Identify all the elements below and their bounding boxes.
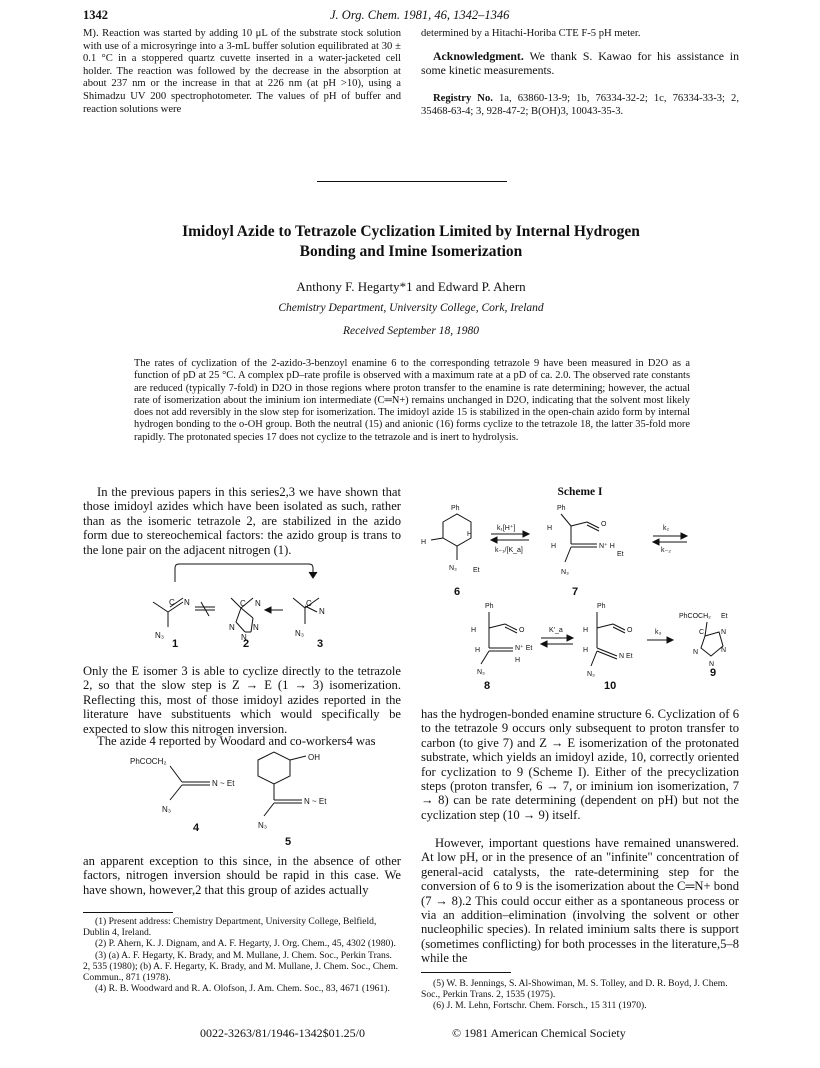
svg-text:N₃: N₃ xyxy=(258,821,268,830)
svg-text:C: C xyxy=(306,599,312,608)
acknowledgment xyxy=(421,49,739,77)
svg-text:Et: Et xyxy=(721,613,728,620)
svg-text:O: O xyxy=(601,521,607,528)
svg-text:N₃: N₃ xyxy=(587,671,595,678)
svg-text:N Et: N Et xyxy=(619,653,633,660)
authors: Anthony F. Hegarty*1 and Edward P. Ahern xyxy=(296,279,526,294)
registry-numbers xyxy=(421,93,739,118)
svg-text:Ph: Ph xyxy=(485,603,494,610)
svg-text:H: H xyxy=(515,657,521,664)
svg-text:PhCOCH₂: PhCOCH₂ xyxy=(679,613,711,620)
running-header: J. Org. Chem. 1981, 46, 1342–1346 xyxy=(330,8,510,22)
svg-text:O: O xyxy=(627,627,633,634)
svg-text:k₋₁/[K_a]: k₋₁/[K_a] xyxy=(495,547,523,554)
svg-text:PhCOCH₂: PhCOCH₂ xyxy=(130,757,167,766)
svg-text:k₃: k₃ xyxy=(655,629,662,636)
svg-text:O: O xyxy=(519,627,525,634)
page-number: 1342 xyxy=(83,8,108,22)
left-paragraph-3: The azide 4 reported by Woodard and co-workers4 was xyxy=(97,734,376,748)
footnote-4: (4) R. B. Woodward and R. A. Olofson, J. Am. Chem. Soc., 83, 4671 (1961). xyxy=(95,983,390,995)
svg-text:H: H xyxy=(583,627,589,634)
right-footnotes xyxy=(421,978,739,1012)
svg-text:N: N xyxy=(184,598,190,607)
footnote-2: (2) P. Ahern, K. J. Dignam, and A. F. Hegarty, J. Org. Chem., 45, 4302 (1980). xyxy=(95,938,396,950)
svg-text:k₂: k₂ xyxy=(663,525,670,532)
title-line-1: Imidoyl Azide to Tetrazole Cyclization Limited by Internal Hydrogen xyxy=(182,223,640,240)
svg-text:H: H xyxy=(547,525,553,532)
label-8: 8 xyxy=(484,680,491,692)
section-divider xyxy=(317,181,507,182)
svg-text:N ~ Et: N ~ Et xyxy=(212,779,235,788)
svg-text:N⁺ H: N⁺ H xyxy=(599,543,615,550)
registry-text: 1a, 63860-13-9; 1b, 76334-32-2; 1c, 76334-33-3; 2, 35468-63-4; 3, 928-47-2; B(OH)3, 10043-35-3. xyxy=(421,93,739,117)
svg-text:k₁[H⁺]: k₁[H⁺] xyxy=(497,525,516,532)
label-9: 9 xyxy=(710,667,717,679)
svg-text:N ~ Et: N ~ Et xyxy=(304,797,327,806)
label-10: 10 xyxy=(604,680,617,692)
svg-text:N₃: N₃ xyxy=(155,631,165,640)
affiliation: Chemistry Department, University College, Cork, Ireland xyxy=(278,302,544,314)
footnote-6: (6) J. M. Lehn, Fortschr. Chem. Forsch., 15 311 (1970). xyxy=(433,1000,647,1012)
svg-text:Ph: Ph xyxy=(597,603,606,610)
structures-4-5 xyxy=(130,752,360,840)
right-paragraph-1: has the hydrogen-bonded enamine structure 6. Cyclization of 6 to the tetrazole 9 occurs only subsequent to proton transfer to carbon (to give 7) and Z → E isomerization of the protonated substrate, which yields an imidoyl azide, 10, correctly oriented for cyclization to 9 (Scheme I). Either of the precyclization steps (proton transfer, 6 → 7, or iminium ion isomerization, 7 → 8) can be rate determining (dependent on pH) but not the cyclization step (10 → 9) itself. xyxy=(421,707,739,822)
right-paragraph-2: However, important questions have remained unanswered. At low pH, or in the presence of an "infinite" concentration of general-acid catalysts, the rate-determining step for the conversion of 6 to 9 is the isomerization about the C═N+ bond (7 → 8).2 This could occur either as a spontaneous process or via an addition–elimination (involving the solvent or other nucleophilic species). In related iminium salts there is support (sometimes conflicting) for both processes in the literature,5–8 while the xyxy=(421,836,739,966)
scheme-I xyxy=(421,500,739,690)
svg-text:N: N xyxy=(693,649,699,656)
label-7: 7 xyxy=(572,586,579,598)
scheme-title: Scheme I xyxy=(557,486,603,498)
svg-text:N₃: N₃ xyxy=(477,669,485,676)
svg-text:K′_a: K′_a xyxy=(549,627,563,634)
label-3: 3 xyxy=(317,638,324,650)
svg-text:Ph: Ph xyxy=(557,505,566,512)
received-date: Received September 18, 1980 xyxy=(342,325,480,337)
footnote-rule-right xyxy=(421,972,511,973)
svg-text:N₃: N₃ xyxy=(561,569,569,576)
svg-text:OH: OH xyxy=(308,753,320,762)
svg-text:H: H xyxy=(583,647,589,654)
svg-text:Et: Et xyxy=(473,567,480,574)
svg-text:N: N xyxy=(229,623,235,632)
registry-heading: Registry No. xyxy=(433,93,493,104)
svg-text:N₃: N₃ xyxy=(449,565,457,572)
footnote-3: (3) (a) A. F. Hegarty, K. Brady, and M. Mullane, J. Chem. Soc., Perkin Trans. 2, 535 (1980); (b) A. F. Hegarty, K. Brady, and M. Mullane, J. Chem. Soc., Chem. Commun., 871 (1978). xyxy=(83,949,399,984)
structures-1-2-3 xyxy=(83,560,401,655)
footer-code: 0022-3263/81/1946-1342$01.25/0 xyxy=(200,1026,365,1040)
footnote-rule-left xyxy=(83,912,173,913)
svg-text:H: H xyxy=(421,539,427,546)
svg-text:N: N xyxy=(721,629,727,636)
svg-text:C: C xyxy=(699,629,705,636)
svg-text:Ph: Ph xyxy=(451,505,460,512)
abstract: The rates of cyclization of the 2-azido-3-benzoyl enamine 6 to the corresponding tetrazole 9 have been measured in D2O as a function of pD at 25 °C. A complex pD–rate profile is observed with a maximum rate at a pD of ca. 2.0. The observed rate constants are reduced (typically 7-fold) in D2O in those regions where proton transfer to the enamine is rate determining; however, the actual rate of isomerization about the iminium ion intermediate (C═N+) remains unchanged in D2O, indicating that the solvent most likely does not add reversibly in the slow step for isomerization. The imidoyl azide 15 is stabilized in the open-chain azido form by internal hydrogen bonding to the o-OH group. Both the neutral (15) and anionic (16) forms cyclize to the tetrazole 18, the latter 35-fold more rapidly. The protonated species 17 does not cyclize to the tetrazole and is inert to hydrolysis. xyxy=(134,358,690,443)
svg-text:N: N xyxy=(721,647,727,654)
top-left-paragraph: M). Reaction was started by adding 10 μL of the substrate stock solution with use of a microsyringe into a 3-mL buffer solution equilibrated at 30 ± 0.1 °C in a stoppered quartz cuvette inserted in a water-jacketed cell holder. The reaction was followed by the decrease in the absorption at about 237 nm or the increase in that at 226 nm (at pH >10), using a Shimadzu UV 200 spectrophotometer. The values of pH of buffer and reaction solutions were xyxy=(83,28,401,115)
left-paragraph-4: an apparent exception to this since, in the absence of other factors, nitrogen inversion should be rapid in this case. We have shown, however,2 that this group of azides actually xyxy=(83,854,401,897)
svg-text:H: H xyxy=(551,543,557,550)
svg-text:H: H xyxy=(467,531,473,538)
svg-text:N: N xyxy=(255,599,261,608)
left-paragraph-1: In the previous papers in this series2,3 we have shown that those imidoyl azides which have been isolated as such, rather than as the isomeric tetrazole 2, are stabilized in the azido form due to stereochemical factors: the azido group is trans to the lone pair on the adjacent nitrogen (1). xyxy=(83,485,401,557)
ack-text: We thank S. Kawao for his assistance in some kinetic measurements. xyxy=(421,49,739,77)
svg-text:C: C xyxy=(240,599,246,608)
label-2: 2 xyxy=(243,638,250,650)
label-5: 5 xyxy=(285,836,292,848)
label-4: 4 xyxy=(193,822,200,834)
svg-text:C: C xyxy=(169,598,175,607)
svg-text:N₃: N₃ xyxy=(295,629,305,638)
footnote-5: (5) W. B. Jennings, S. Al-Showiman, M. S. Tolley, and D. R. Boyd, J. Chem. Soc., Perkin Trans. 2, 1535 (1975). xyxy=(421,978,728,1001)
svg-text:N: N xyxy=(253,623,259,632)
svg-text:N₃: N₃ xyxy=(162,805,172,814)
svg-text:H: H xyxy=(475,647,481,654)
title-line-2: Bonding and Imine Isomerization xyxy=(299,243,523,260)
svg-text:H: H xyxy=(471,627,477,634)
label-6: 6 xyxy=(454,586,461,598)
svg-text:Et: Et xyxy=(617,551,624,558)
top-right-line: determined by a Hitachi-Horiba CTE F-5 pH meter. xyxy=(421,28,641,39)
footnote-1: (1) Present address: Chemistry Department, University College, Belfield, Dublin 4, Ireland. xyxy=(83,916,377,939)
svg-text:N: N xyxy=(709,661,715,668)
svg-text:N: N xyxy=(241,633,247,642)
left-footnotes xyxy=(83,916,401,994)
left-paragraph-2: Only the E isomer 3 is able to cyclize directly to the tetrazole 2, so that the slow step is Z → E (1 → 3) isomerization. Reflecting this, most of those imidoyl azides reported in the literature have substituents which would specifically be expected to slow this nitrogen inversion. xyxy=(83,664,401,736)
svg-text:k₋₂: k₋₂ xyxy=(661,547,671,554)
svg-text:N⁺ Et: N⁺ Et xyxy=(515,645,533,652)
article-title xyxy=(83,222,739,262)
footer-copyright: © 1981 American Chemical Society xyxy=(452,1026,626,1040)
svg-text:N: N xyxy=(319,607,325,616)
label-1: 1 xyxy=(172,638,179,650)
ack-heading: Acknowledgment. xyxy=(433,49,524,63)
